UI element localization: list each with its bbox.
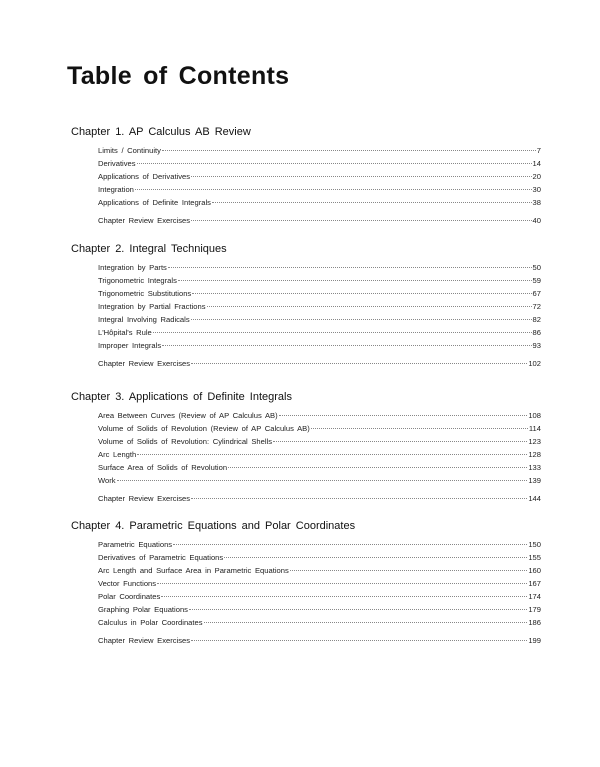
toc-entry-review[interactable]	[98, 634, 541, 647]
toc-entry[interactable]	[98, 287, 541, 300]
dot-leader	[191, 498, 527, 499]
dot-leader	[117, 480, 528, 481]
entry-label: Improper Integrals	[98, 341, 162, 350]
dot-leader	[162, 150, 536, 151]
dot-leader	[290, 570, 528, 571]
entry-page: 186	[528, 618, 541, 627]
entry-label: Integration	[98, 185, 134, 194]
chapter-2-section	[71, 241, 541, 370]
entry-label: Chapter Review Exercises	[98, 636, 191, 645]
toc-entry[interactable]	[98, 474, 541, 487]
dot-leader	[157, 583, 527, 584]
entry-label: Trigonometric Integrals	[98, 276, 177, 285]
entry-label: Area Between Curves (Review of AP Calculus AB)	[98, 411, 278, 420]
entry-label: L'Hôpital's Rule	[98, 328, 152, 337]
toc-entry[interactable]	[98, 274, 541, 287]
entry-page: 59	[532, 276, 541, 285]
dot-leader	[168, 267, 532, 268]
entry-page: 86	[532, 328, 541, 337]
entry-label: Arc Length and Surface Area in Parametric Equations	[98, 566, 289, 575]
dot-leader	[191, 176, 531, 177]
entry-label: Derivatives of Parametric Equations	[98, 553, 224, 562]
entry-page: 128	[528, 450, 541, 459]
toc-entry[interactable]	[98, 300, 541, 313]
entry-page: 40	[532, 216, 541, 225]
dot-leader	[135, 189, 532, 190]
toc-entry-review[interactable]	[98, 214, 541, 227]
toc-entry[interactable]	[98, 409, 541, 422]
toc-entry[interactable]	[98, 196, 541, 209]
dot-leader	[191, 319, 532, 320]
chapter-1-section	[71, 124, 541, 227]
entry-label: Surface Area of Solids of Revolution	[98, 463, 228, 472]
toc-entry[interactable]	[98, 590, 541, 603]
dot-leader	[191, 640, 527, 641]
entry-page: 167	[528, 579, 541, 588]
toc-entry[interactable]	[98, 170, 541, 183]
toc-entry[interactable]	[98, 157, 541, 170]
toc-entry-review[interactable]	[98, 357, 541, 370]
entry-page: 14	[532, 159, 541, 168]
toc-entry[interactable]	[98, 339, 541, 352]
entry-page: 38	[532, 198, 541, 207]
toc-entry[interactable]	[98, 326, 541, 339]
dot-leader	[279, 415, 528, 416]
dot-leader	[212, 202, 532, 203]
chapter-heading: Chapter 2. Integral Techniques	[71, 243, 227, 255]
entry-page: 67	[532, 289, 541, 298]
toc-entry[interactable]	[98, 577, 541, 590]
toc-entry[interactable]	[98, 461, 541, 474]
entry-page: 114	[528, 424, 541, 433]
dot-leader	[192, 293, 531, 294]
entry-page: 133	[528, 463, 541, 472]
entry-page: 150	[528, 540, 541, 549]
toc-entry[interactable]	[98, 616, 541, 629]
entry-label: Polar Coordinates	[98, 592, 161, 601]
entry-page: 139	[528, 476, 541, 485]
chapter-heading: Chapter 1. AP Calculus AB Review	[71, 126, 251, 138]
chapter-heading: Chapter 3. Applications of Definite Integrals	[71, 391, 292, 403]
entry-label: Limits / Continuity	[98, 146, 161, 155]
toc-entry-review[interactable]	[98, 492, 541, 505]
dot-leader	[161, 596, 527, 597]
entry-page: 199	[528, 636, 541, 645]
dot-leader	[178, 280, 532, 281]
dot-leader	[153, 332, 532, 333]
dot-leader	[137, 163, 532, 164]
toc-entry[interactable]	[98, 551, 541, 564]
toc-entry[interactable]	[98, 144, 541, 157]
toc-entry[interactable]	[98, 448, 541, 461]
entry-label: Applications of Derivatives	[98, 172, 191, 181]
entry-label: Derivatives	[98, 159, 136, 168]
entry-page: 174	[528, 592, 541, 601]
entry-label: Applications of Definite Integrals	[98, 198, 211, 207]
entry-page: 82	[532, 315, 541, 324]
entry-label: Trigonometric Substitutions	[98, 289, 192, 298]
entry-page: 155	[528, 553, 541, 562]
dot-leader	[207, 306, 532, 307]
dot-leader	[224, 557, 527, 558]
entry-label: Integration by Partial Fractions	[98, 302, 206, 311]
entry-label: Chapter Review Exercises	[98, 216, 191, 225]
dot-leader	[204, 622, 528, 623]
entry-label: Arc Length	[98, 450, 137, 459]
dot-leader	[137, 454, 527, 455]
chapter-3-section	[71, 389, 541, 505]
entry-page: 123	[528, 437, 541, 446]
chapter-4-section	[71, 518, 541, 647]
entry-page: 102	[528, 359, 541, 368]
entry-page: 30	[532, 185, 541, 194]
toc-entry[interactable]	[98, 435, 541, 448]
dot-leader	[162, 345, 531, 346]
dot-leader	[273, 441, 527, 442]
entry-page: 108	[528, 411, 541, 420]
entry-page: 144	[528, 494, 541, 503]
entry-label: Integration by Parts	[98, 263, 167, 272]
entry-page: 179	[528, 605, 541, 614]
entry-label: Parametric Equations	[98, 540, 173, 549]
dot-leader	[228, 467, 527, 468]
toc-entry[interactable]	[98, 183, 541, 196]
entry-page: 93	[532, 341, 541, 350]
entry-page: 72	[532, 302, 541, 311]
entry-label: Work	[98, 476, 116, 485]
entry-page: 160	[528, 566, 541, 575]
dot-leader	[191, 220, 531, 221]
toc-entry[interactable]	[98, 313, 541, 326]
entry-label: Chapter Review Exercises	[98, 494, 191, 503]
entry-page: 50	[532, 263, 541, 272]
entry-label: Volume of Solids of Revolution: Cylindrical Shells	[98, 437, 273, 446]
toc-entry[interactable]	[98, 603, 541, 616]
entry-label: Vector Functions	[98, 579, 157, 588]
entry-label: Calculus in Polar Coordinates	[98, 618, 203, 627]
entry-page: 20	[532, 172, 541, 181]
entry-page: 7	[536, 146, 541, 155]
page-title: Table of Contents	[67, 62, 290, 90]
toc-entry[interactable]	[98, 564, 541, 577]
toc-entry[interactable]	[98, 538, 541, 551]
dot-leader	[173, 544, 527, 545]
dot-leader	[189, 609, 527, 610]
dot-leader	[311, 428, 528, 429]
entry-label: Volume of Solids of Revolution (Review of AP Calculus AB)	[98, 424, 310, 433]
toc-entry[interactable]	[98, 422, 541, 435]
toc-entry[interactable]	[98, 261, 541, 274]
entry-label: Chapter Review Exercises	[98, 359, 191, 368]
dot-leader	[191, 363, 527, 364]
chapter-heading: Chapter 4. Parametric Equations and Polar Coordinates	[71, 520, 356, 532]
entry-label: Graphing Polar Equations	[98, 605, 188, 614]
entry-label: Integral Involving Radicals	[98, 315, 190, 324]
